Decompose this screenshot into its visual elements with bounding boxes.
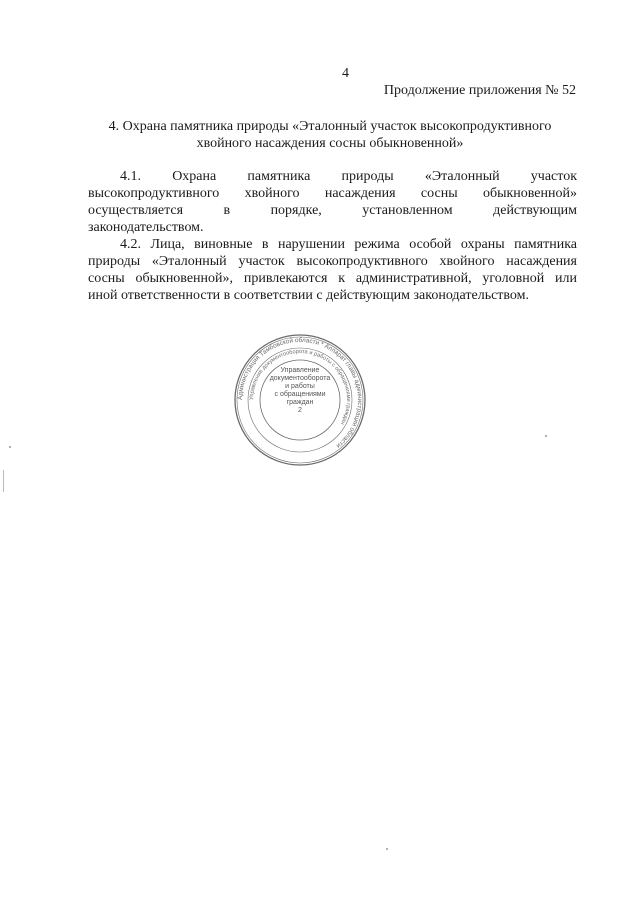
stamp-inner-line: 2	[298, 407, 302, 414]
scan-speck	[3, 470, 4, 492]
paragraph-4-1-line-3: осуществляется в порядке, установленном действующим	[88, 203, 577, 218]
stamp-inner-line: и работы	[285, 383, 315, 390]
paragraph-4-2	[88, 236, 577, 304]
paragraph-4-1-line-4: законодательством.	[88, 220, 204, 235]
stamp-inner-text	[265, 367, 335, 415]
paragraph-4-1-line-2: высокопродуктивного хвойного насаждения сосны обыкновенной»	[88, 186, 577, 201]
stamp-inner-line: документооборота	[269, 375, 331, 382]
paragraph-4-2-line-1: 4.2. Лица, виновные в нарушении режима особой охраны памятника	[120, 237, 577, 252]
paragraph-4-2-line-3: сосны обыкновенной», привлекаются к административной, уголовной или	[88, 271, 577, 286]
paragraph-4-1-line-1: 4.1. Охрана памятника природы «Эталонный участок	[120, 169, 577, 184]
paragraph-4-2-line-4: иной ответственности в соответствии с действующим законодательством.	[88, 288, 530, 303]
section-heading	[80, 118, 580, 152]
stamp-inner-line: Управление	[280, 367, 320, 374]
scan-speck	[545, 435, 547, 437]
section-heading-line-1: 4. Охрана памятника природы «Эталонный участок высокопродуктивного	[108, 119, 552, 134]
section-heading-line-2: хвойного насаждения сосны обыкновенной»	[196, 136, 464, 151]
stamp-middle-ring-text: Управление документооборота и работы с обращениями граждан	[248, 348, 352, 426]
scan-speck	[9, 446, 11, 448]
paragraph-4-1	[88, 168, 577, 236]
stamp-inner-line: граждан	[286, 399, 314, 406]
page-number: 4	[342, 66, 349, 81]
stamp-outer-ring-text: Администрация Тамбовской области * Аппарат главы администрации области	[236, 336, 364, 450]
stamp-inner-line: с обращениями	[274, 391, 326, 398]
scan-speck	[386, 848, 388, 850]
official-round-stamp	[233, 333, 367, 467]
appendix-continuation-note: Продолжение приложения № 52	[383, 83, 576, 98]
paragraph-4-2-line-2: природы «Эталонный участок высокопродуктивного хвойного насаждения	[88, 254, 577, 269]
